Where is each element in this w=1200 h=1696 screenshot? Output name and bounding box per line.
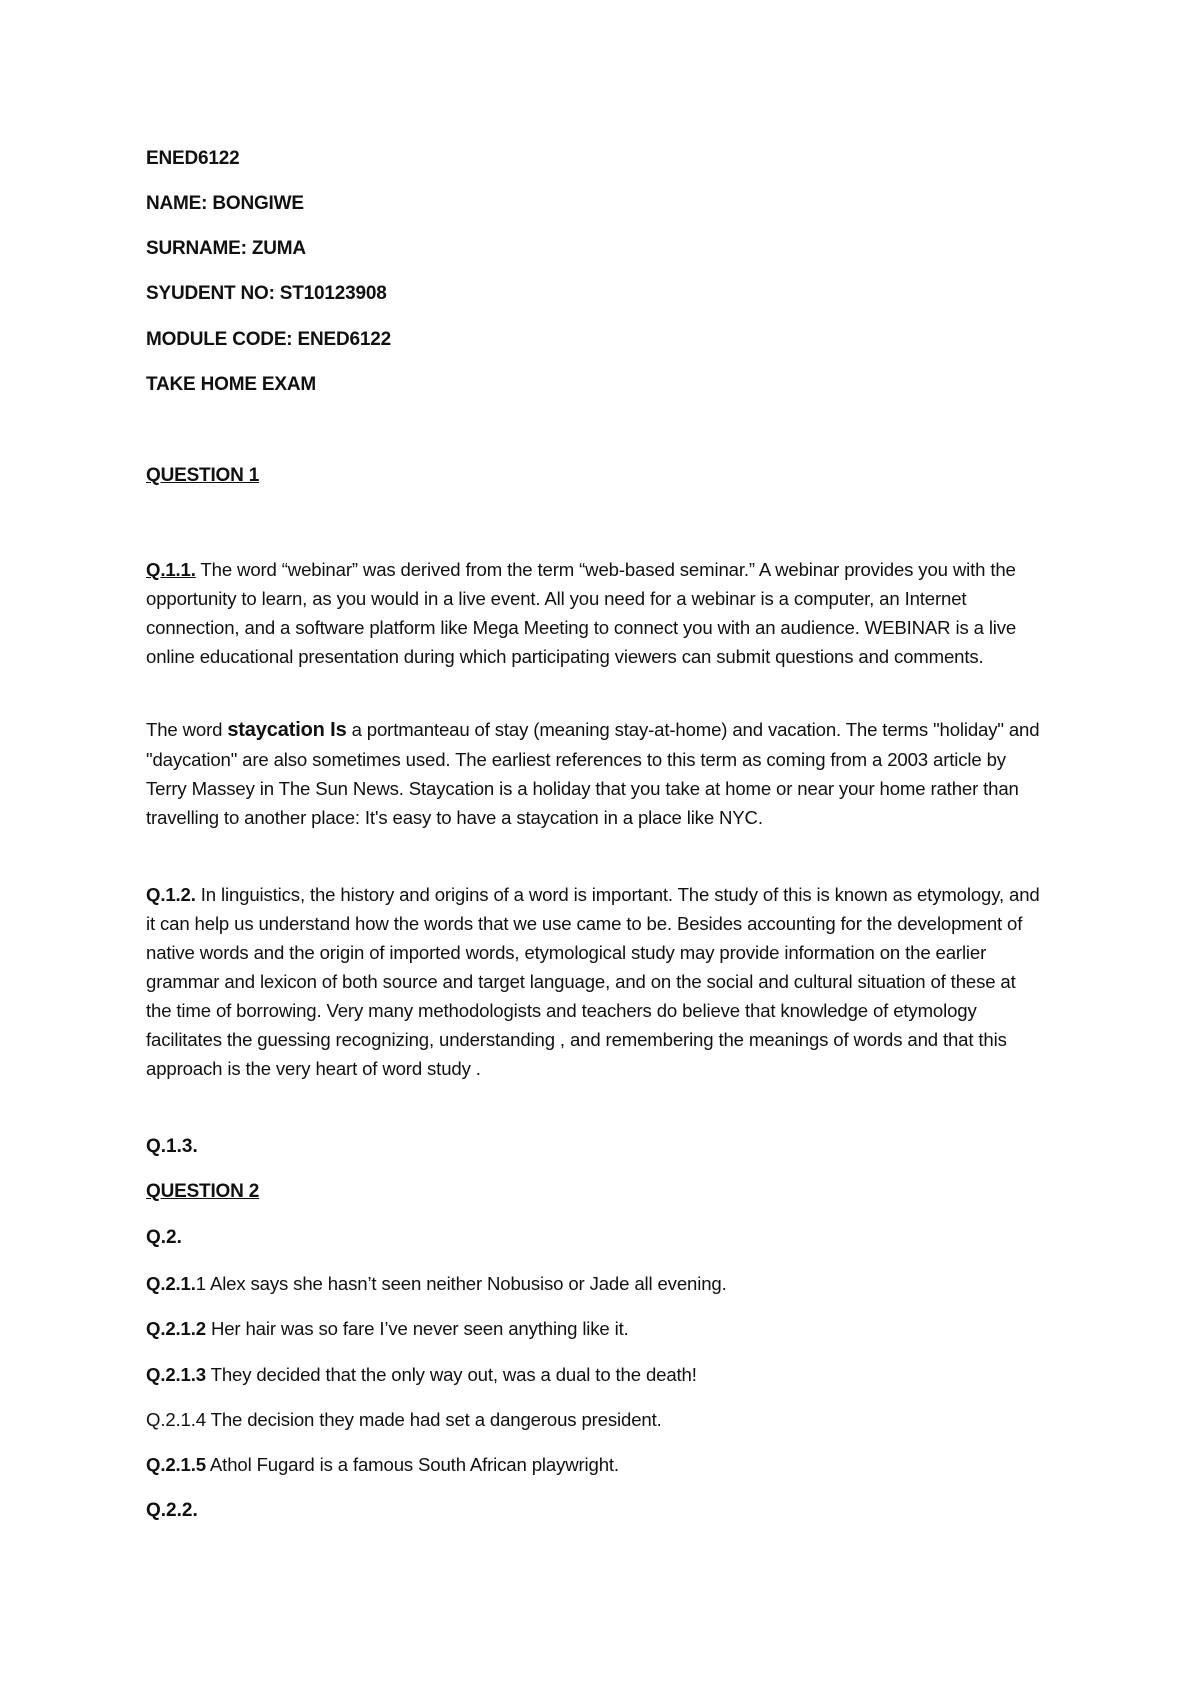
staycation-pre: The word: [146, 719, 228, 740]
q111-paragraph: [146, 555, 1046, 671]
staycation-paragraph: [146, 715, 1046, 832]
q2-item: [146, 1454, 619, 1476]
q2-item-label: Q.2.1.3: [146, 1364, 206, 1385]
q2-item-text: They decided that the only way out, was a dual to the death!: [205, 1364, 697, 1385]
q2-item: [146, 1273, 727, 1295]
name-line: NAME: BONGIWE: [146, 193, 304, 214]
staycation-text: a portmanteau of stay (meaning stay-at-home) and vacation. The terms "holiday" and "daycation" are also sometimes used. The earliest references to this term as coming from a 2003 article by Terry Massey in The Sun News. Staycation is a holiday that you take at home or near your home rather than travelling to another place: It's easy to have a staycation in a place like NYC.: [146, 719, 1040, 828]
question-2-heading: QUESTION 2: [146, 1181, 260, 1202]
q113-label: Q.1.3.: [146, 1136, 198, 1157]
course-code-line: ENED6122: [146, 148, 240, 169]
staycation-word: staycation Is: [227, 719, 347, 741]
q2-item-text: Alex says she hasn’t seen neither Nobusiso or Jade all evening.: [205, 1273, 727, 1294]
q2-item-text: Her hair was so fare I’ve never seen anything like it.: [205, 1318, 629, 1339]
student-number-line: SYUDENT NO: ST10123908: [146, 283, 387, 304]
q112-paragraph: [146, 880, 1046, 1083]
q2-item-text: The decision they made had set a dangerous president.: [205, 1409, 662, 1430]
surname-line: SURNAME: ZUMA: [146, 238, 306, 259]
q112-text: In linguistics, the history and origins of a word is important. The study of this is known as etymology, and it can help us understand how the words that we use came to be. Besides accounting for the development of native words and the origin of imported words, etymological study may provide information on the earlier grammar and lexicon of both source and target language, and on the social and cultural situation of these at the time of borrowing. Very many methodologists and teachers do believe that knowledge of etymology facilitates the guessing recognizing, understanding , and remembering the meanings of words and that this approach is the very heart of word study .: [146, 884, 1040, 1079]
q2-item: [146, 1364, 697, 1386]
q111-label: Q.1.1.: [146, 559, 196, 580]
q2-item-label-plain: 1: [195, 1273, 206, 1294]
q2-item: [146, 1318, 629, 1340]
question-1-heading: QUESTION 1: [146, 465, 260, 486]
q2-item-label: Q.2.1.: [146, 1273, 196, 1294]
module-code-line: MODULE CODE: ENED6122: [146, 329, 391, 350]
q2-item-label: Q.2.1.2: [146, 1318, 206, 1339]
q2-label: Q.2.: [146, 1227, 182, 1248]
q112-label: Q.1.2.: [146, 884, 196, 905]
exam-type-line: TAKE HOME EXAM: [146, 374, 316, 395]
q2-item-label-plain: Q.2.1.4: [146, 1409, 206, 1430]
q2-item-text: Athol Fugard is a famous South African playwright.: [205, 1454, 619, 1475]
q2-item-label: Q.2.1.5: [146, 1454, 206, 1475]
q2-item: [146, 1409, 662, 1431]
q111-text: The word “webinar” was derived from the term “web-based seminar.” A webinar provides you with the opportunity to learn, as you would in a live event. All you need for a webinar is a computer, an Internet connection, and a software platform like Mega Meeting to connect you with an audience. WEBINAR is a live online educational presentation during which participating viewers can submit questions and comments.: [146, 559, 1017, 667]
q22-label: Q.2.2.: [146, 1500, 198, 1521]
